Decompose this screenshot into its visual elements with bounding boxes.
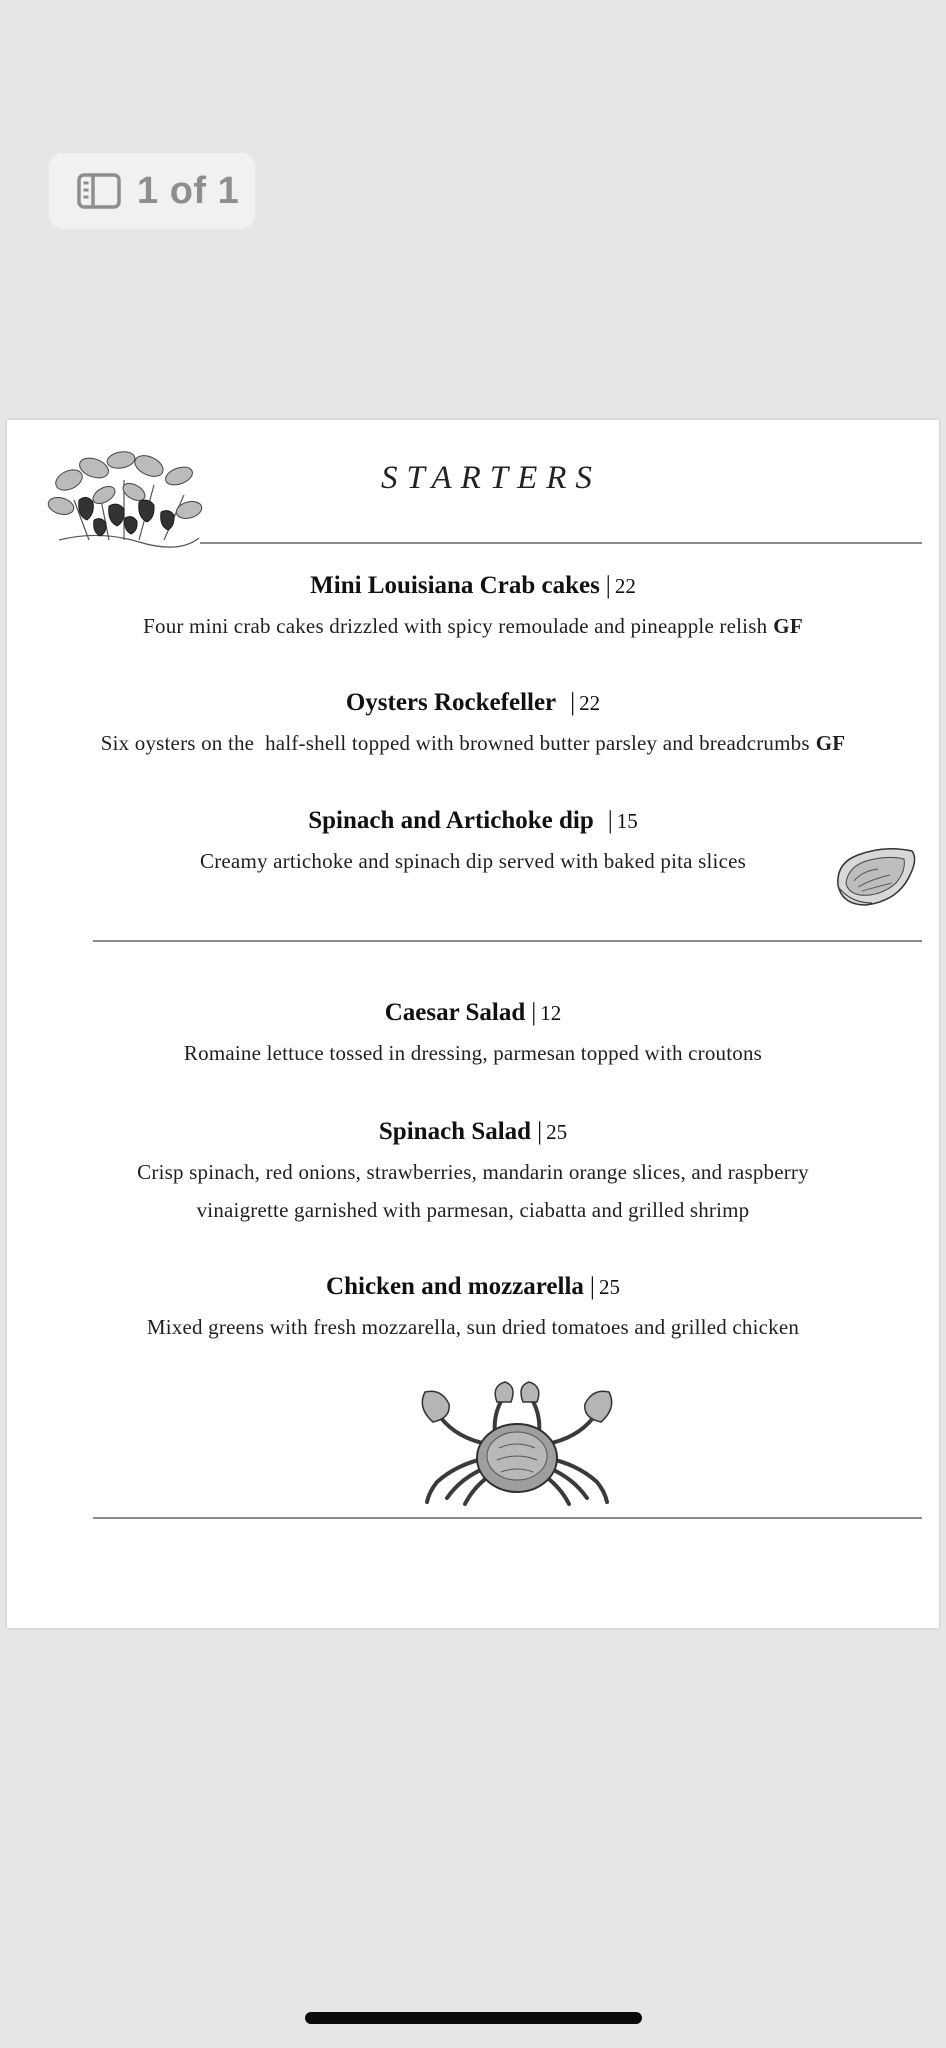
item-price: 25 (598, 1275, 620, 1299)
item-separator: | (605, 572, 611, 599)
menu-item (7, 1272, 939, 1346)
item-description: Romaine lettuce tossed in dressing, parmesan topped with croutons (183, 1041, 763, 1065)
item-name: Chicken and mozzarella (326, 1273, 584, 1300)
item-description: Six oysters on the half-shell topped with browned butter parsley and breadcrumbs (100, 731, 810, 755)
item-price: 12 (540, 1001, 562, 1025)
item-price: 22 (579, 691, 601, 715)
item-description: Mixed greens with fresh mozzarella, sun dried tomatoes and grilled chicken (146, 1315, 800, 1339)
item-price: 25 (546, 1120, 568, 1144)
crab-icon (407, 1378, 627, 1508)
item-price: 15 (616, 809, 638, 833)
item-name: Mini Louisiana Crab cakes (310, 572, 600, 599)
gluten-free-badge: GF (815, 731, 846, 755)
menu-item (7, 688, 939, 762)
gluten-free-badge: GF (773, 614, 803, 638)
menu-page (7, 420, 939, 1628)
menu-item (7, 571, 939, 645)
menu-item (7, 806, 939, 880)
item-name: Oysters Rockefeller (345, 689, 557, 716)
item-name: Spinach and Artichoke dip (308, 807, 594, 834)
menu-item (7, 1117, 939, 1229)
item-name: Spinach Salad (378, 1118, 532, 1145)
divider (93, 940, 922, 942)
item-name: Caesar Salad (384, 999, 526, 1026)
section-title: STARTERS (381, 460, 601, 496)
item-description: Four mini crab cakes drizzled with spicy remoulade and pineapple relish (143, 614, 768, 638)
page-indicator[interactable] (49, 153, 255, 229)
divider (200, 542, 922, 544)
item-separator: | (531, 999, 537, 1026)
item-separator: | (537, 1118, 543, 1145)
item-description-line: vinaigrette garnished with parmesan, ciabatta and grilled shrimp (196, 1198, 750, 1222)
item-price: 22 (614, 574, 636, 598)
item-separator: | (570, 689, 576, 716)
divider (93, 1517, 922, 1519)
item-description: Creamy artichoke and spinach dip served with baked pita slices (200, 849, 746, 873)
page-count-label: 1 of 1 (137, 169, 240, 212)
oyster-icon (832, 845, 920, 911)
item-description-line: Crisp spinach, red onions, strawberries, mandarin orange slices, and raspberry (137, 1160, 809, 1184)
home-indicator[interactable] (305, 2012, 642, 2024)
sidebar-icon (77, 173, 121, 209)
menu-item (7, 998, 939, 1072)
item-separator: | (607, 807, 613, 834)
item-separator: | (589, 1273, 595, 1300)
